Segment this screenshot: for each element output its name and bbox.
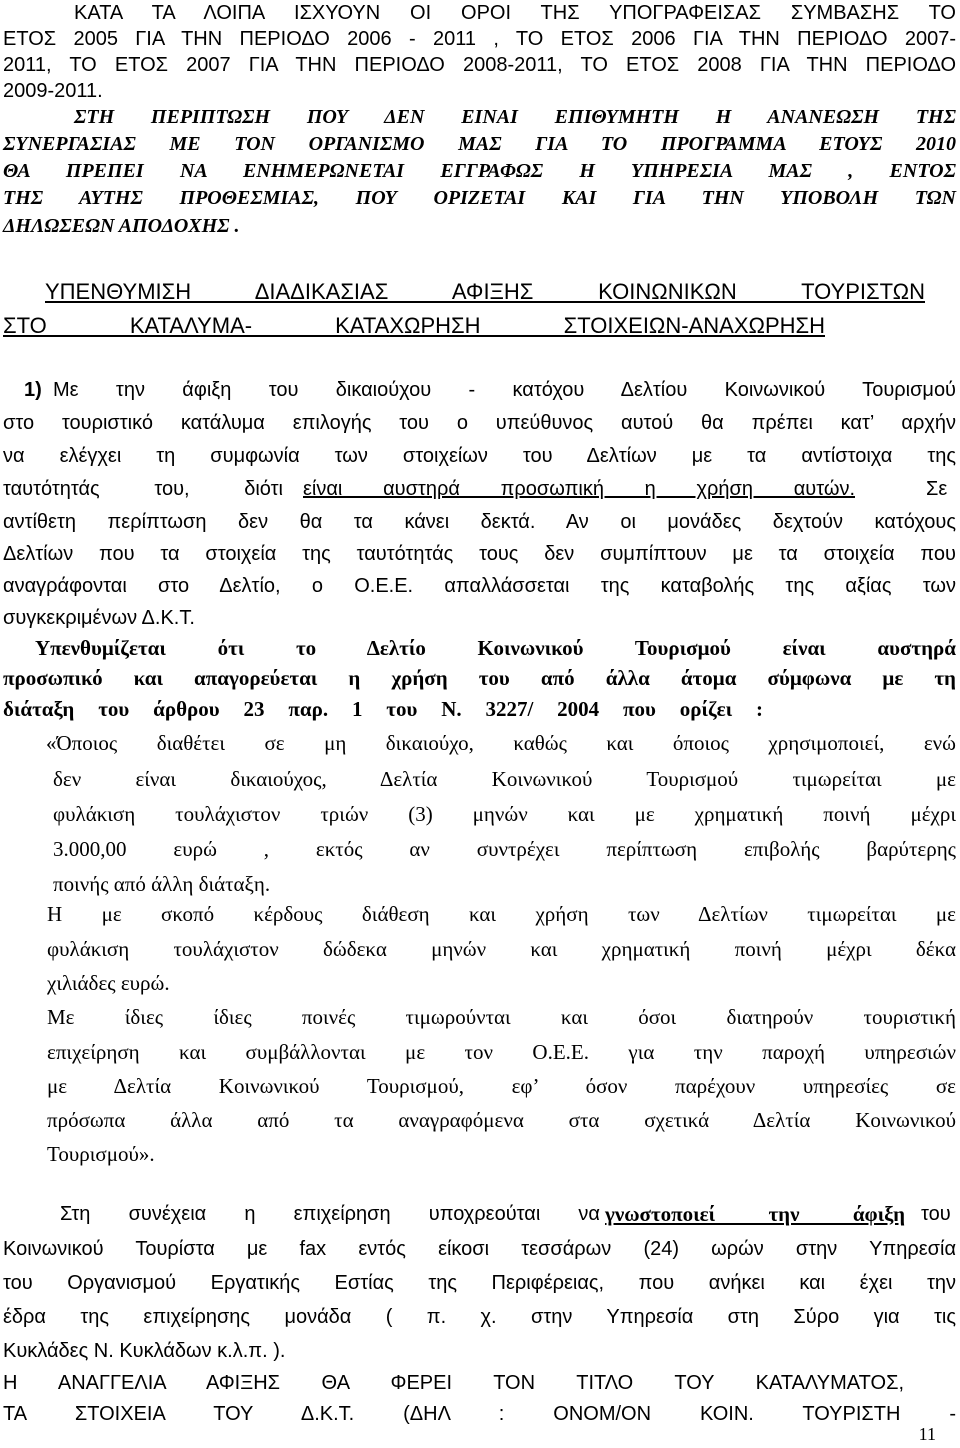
quote-line-12: πρόσωπα άλλα από τα αναγραφόμενα στα σχετικά Δελτία Κοινωνικού: [47, 1108, 956, 1132]
notice-line-3: ΘΑ ΠΡΕΠΕΙ ΝΑ ΕΝΗΜΕΡΩΝΕΤΑΙ ΕΓΓΡΑΦΩΣ Η ΥΠΗΡΕΣΙΑ ΜΑΣ , ΕΝΤΟΣ: [3, 160, 956, 182]
quote-line-6: Η με σκοπό κέρδους διάθεση και χρήση των Δελτίων τιμωρείται με: [47, 902, 956, 926]
quote-line-10: επιχείρηση και συμβάλλονται με τον Ο.Ε.Ε. για την παροχή υπηρεσιών: [47, 1040, 956, 1064]
quote-line-2: δεν είναι δικαιούχος, Δελτία Κοινωνικού Τουρισμού τιμωρείται με: [53, 767, 956, 791]
notify-line-1-start: Στη συνέχεια η επιχείρηση υποχρεούται να: [60, 1203, 600, 1225]
bold-paragraph-line-3: διάταξη του άρθρου 23 παρ. 1 του Ν. 3227/ 2004 που ορίζει :: [3, 697, 763, 721]
section1-line-5: αντίθετη περίπτωση δεν θα τα κάνει δεκτά. Αν οι μονάδες δεχτούν κατόχους: [3, 511, 956, 533]
section1-line-8: συγκεκριμένων Δ.Κ.Τ.: [3, 607, 195, 629]
notify-line-1-bold: γνωστοποιεί την άφιξη: [605, 1202, 905, 1226]
final-line-2: ΤΑ ΣΤΟΙΧΕΙΑ ΤΟΥ Δ.Κ.Τ. (ΔΗΛ : ΟΝΟΜ/ΟΝ ΚΟΙΝ. ΤΟΥΡΙΣΤΗ -: [3, 1403, 956, 1425]
top-paragraph-line-2: ΕΤΟΣ 2005 ΓΙΑ ΤΗΝ ΠΕΡΙΟΔΟ 2006 - 2011 , ΤΟ ΕΤΟΣ 2006 ΓΙΑ ΤΗΝ ΠΕΡΙΟΔΟ 2007-: [3, 28, 956, 50]
final-line-1: Η ΑΝΑΓΓΕΛΙΑ ΑΦΙΞΗΣ ΘΑ ΦΕΡΕΙ ΤΟΝ ΤΙΤΛΟ ΤΟΥ ΚΑΤΑΛΥΜΑΤΟΣ,: [3, 1372, 904, 1394]
quote-line-11: με Δελτία Κοινωνικού Τουρισμού, εφ’ όσον παρέχουν υπηρεσίες σε: [47, 1074, 956, 1098]
quote-line-8: χιλιάδες ευρώ.: [47, 971, 170, 995]
notice-line-1: ΣΤΗ ΠΕΡΙΠΤΩΣΗ ΠΟΥ ΔΕΝ ΕΙΝΑΙ ΕΠΙΘΥΜΗΤΗ Η ΑΝΑΝΕΩΣΗ ΤΗΣ: [74, 106, 956, 128]
section1-line-6: Δελτίων που τα στοιχεία της ταυτότητάς τους δεν συμπίπτουν με τα στοιχεία που: [3, 543, 956, 565]
quote-line-7: φυλάκιση τουλάχιστον δώδεκα μηνών και χρηματική ποινή μέχρι δέκα: [47, 937, 956, 961]
section1-line-1: Με την άφιξη του δικαιούχου - κατόχου Δελτίου Κοινωνικού Τουρισμού: [53, 379, 956, 401]
quote-line-5: ποινής από άλλη διάταξη.: [53, 872, 271, 896]
quote-line-13: Τουρισμού».: [47, 1142, 155, 1166]
section-number: 1): [24, 379, 42, 401]
notify-line-5: Κυκλάδες Ν. Κυκλάδων κ.λ.π. ).: [3, 1340, 286, 1362]
section1-line-7: αναγράφονται στο Δελτίο, ο Ο.Ε.Ε. απαλλάσσεται της καταβολής της αξίας των: [3, 575, 956, 597]
section1-line-3: να ελέγχει τη συμφωνία των στοιχείων του Δελτίων με τα αντίστοιχα της: [3, 445, 956, 467]
notice-line-4: ΤΗΣ ΑΥΤΗΣ ΠΡΟΘΕΣΜΙΑΣ, ΠΟΥ ΟΡΙΖΕΤΑΙ ΚΑΙ ΓΙΑ ΤΗΝ ΥΠΟΒΟΛΗ ΤΩΝ: [3, 187, 956, 209]
section1-line-4c: Σε: [926, 478, 948, 500]
bold-paragraph-line-1: Υπενθυμίζεται ότι το Δελτίο Κοινωνικού Τουρισμού είναι αυστηρά: [35, 636, 956, 660]
notify-line-1-end: του: [921, 1203, 951, 1225]
notice-line-5: ΔΗΛΩΣΕΩΝ ΑΠΟΔΟΧΗΣ .: [3, 215, 240, 237]
notify-line-2: Κοινωνικού Τουρίστα με fax εντός είκοσι τεσσάρων (24) ωρών στην Υπηρεσία: [3, 1238, 956, 1260]
section-heading-line-2: ΣΤΟ ΚΑΤΑΛΥΜΑ- ΚΑΤΑΧΩΡΗΣΗ ΣΤΟΙΧΕΙΩΝ-ΑΝΑΧΩΡΗΣΗ: [3, 313, 825, 338]
top-paragraph-line-1: ΚΑΤΑ ΤΑ ΛΟΙΠΑ ΙΣΧΥΟΥΝ ΟΙ ΟΡΟΙ ΤΗΣ ΥΠΟΓΡΑΦΕΙΣΑΣ ΣΥΜΒΑΣΗΣ ΤΟ: [74, 2, 956, 24]
quote-line-4: 3.000,00 ευρώ , εκτός αν συντρέχει περίπτωση επιβολής βαρύτερης: [53, 837, 956, 861]
notify-line-4: έδρα της επιχείρησης μονάδα ( π. χ. στην Υπηρεσία στη Σύρο για τις: [3, 1306, 956, 1328]
section-heading-line-1: ΥΠΕΝΘΥΜΙΣΗ ΔΙΑΔΙΚΑΣΙΑΣ ΑΦΙΞΗΣ ΚΟΙΝΩΝΙΚΩΝ ΤΟΥΡΙΣΤΩΝ: [45, 279, 925, 304]
quote-line-3: φυλάκιση τουλάχιστον τριών (3) μηνών και με χρηματική ποινή μέχρι: [53, 802, 956, 826]
quote-line-1: «Όποιος διαθέτει σε μη δικαιούχο, καθώς και όποιος χρησιμοποιεί, ενώ: [46, 731, 956, 755]
quote-line-9: Με ίδιες ίδιες ποινές τιμωρούνται και όσοι διατηρούν τουριστική: [47, 1005, 956, 1029]
notify-line-3: του Οργανισμού Εργατικής Εστίας της Περιφέρειας, που ανήκει και έχει την: [3, 1272, 956, 1294]
bold-paragraph-line-2: προσωπικό και απαγορεύεται η χρήση του από άλλα άτομα σύμφωνα με τη: [3, 666, 956, 690]
notice-line-2: ΣΥΝΕΡΓΑΣΙΑΣ ΜΕ ΤΟΝ ΟΡΓΑΝΙΣΜΟ ΜΑΣ ΓΙΑ ΤΟ ΠΡΟΓΡΑΜΜΑ ΕΤΟΥΣ 2010: [3, 133, 956, 155]
page-number: 11: [918, 1424, 936, 1444]
top-paragraph-line-3: 2011, ΤΟ ΕΤΟΣ 2007 ΓΙΑ ΤΗΝ ΠΕΡΙΟΔΟ 2008-2011, ΤΟ ΕΤΟΣ 2008 ΓΙΑ ΤΗΝ ΠΕΡΙΟΔΟ: [3, 54, 956, 76]
section1-line-2: στο τουριστικό κατάλυμα επιλογής του ο υπεύθυνος αυτού θα πρέπει κατ’ αρχήν: [3, 412, 956, 434]
section1-line-4-underlined: είναι αυστηρά προσωπική η χρήση αυτών.: [303, 478, 855, 500]
top-paragraph-line-4: 2009-2011.: [3, 80, 103, 102]
section1-line-4a: ταυτότητάς του, διότι: [3, 478, 283, 500]
